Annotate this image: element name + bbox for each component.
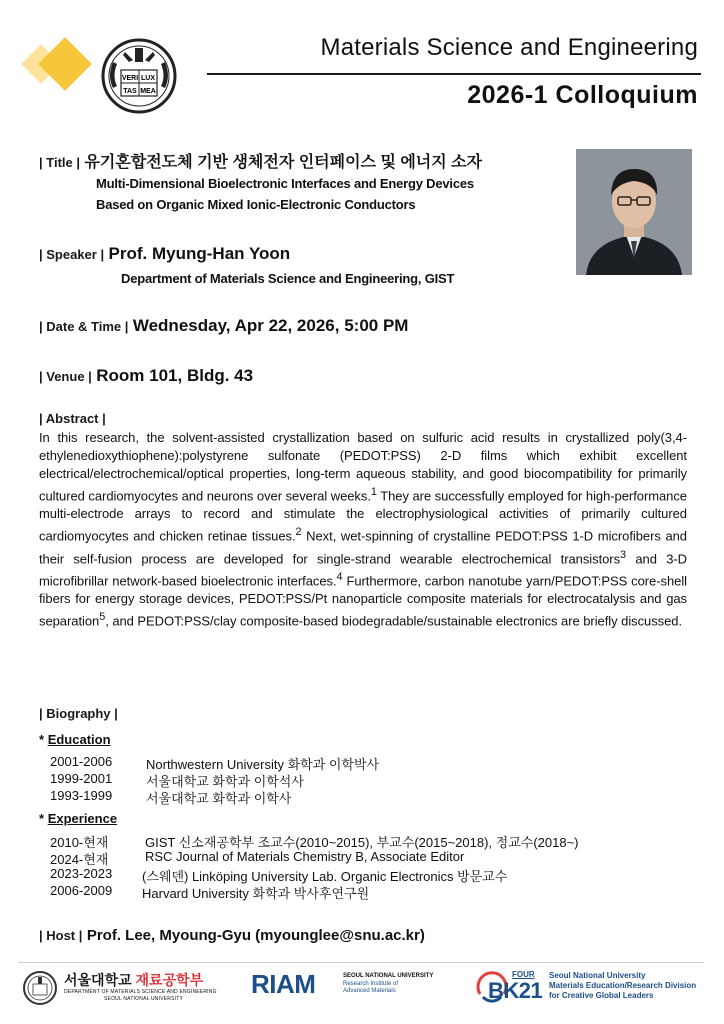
abstract-segment: In this research, the solvent-assisted crystallization based on sulfuric acid results in crystallized poly(3,4-ethylenedioxythiophene):polystyrene sulfonate (PEDOT:PSS) 2-D films which exhibit excellent electrical/electrochemical/optical properties, long-term aqueous stability, and good biocompatibility for primarily cultured cardiomyocytes and neurons over several weeks.: [39, 430, 687, 504]
snu-small-seal-logo: [22, 970, 58, 1006]
footer-divider: [18, 962, 704, 963]
abstract-segment: They are successfully employed for high-performance multi-electrode arrays to record and stimulate the electrophysiological activities of primarily cultured cardiomyocytes and chicken retinae tissues.: [39, 488, 687, 544]
speaker-affiliation: Department of Materials Science and Engineering, GIST: [121, 271, 455, 286]
experience-years: 2010-현재: [50, 835, 109, 850]
riam-institute-line2: Advanced Materials: [343, 988, 396, 994]
abstract-segment: and 3-D microfibrillar network-based bioelectronic interfaces.: [39, 550, 687, 589]
talk-title-korean: 유기혼합전도체 기반 생체전자 인터페이스 및 에너지 소자: [84, 154, 483, 171]
education-text: 서울대학교 화학과 이학사: [146, 791, 292, 806]
bk21-logo: BK21: [488, 978, 543, 1003]
venue-label: | Venue |: [39, 369, 92, 384]
snu-name: 서울대학교: [64, 972, 136, 988]
riam-logo: RIAM: [251, 969, 316, 999]
experience-text: RSC Journal of Materials Chemistry B, Associate Editor: [145, 849, 465, 864]
experience-years: 2006-2009: [50, 883, 113, 898]
bk-four-label: FOUR: [512, 970, 535, 979]
decorative-diamond: [38, 37, 92, 91]
reference-marker: 3: [620, 548, 627, 561]
title-label: | Title |: [39, 155, 80, 170]
education-heading-text: Education: [47, 732, 111, 747]
experience-text: Harvard University 화학과 박사후연구원: [142, 886, 370, 901]
university-name-english: SEOUL NATIONAL UNIVERSITY: [104, 996, 183, 1002]
reference-marker: 1: [370, 486, 377, 498]
venue-value: Room 101, Bldg. 43: [96, 366, 254, 385]
colloquium-title: 2026-1 Colloquium: [467, 81, 698, 109]
experience-text: GIST 신소재공학부 조교수(2010~2015), 부교수(2015~2018), 정교수(2018~): [145, 835, 579, 850]
education-text: 서울대학교 화학과 이학석사: [146, 774, 304, 789]
bk-line-1: Seoul National University: [549, 971, 646, 980]
seal-text-tas: TAS: [123, 88, 137, 95]
snu-department-name: [64, 970, 203, 990]
experience-text: (스웨덴) Linköping University Lab. Organic Electronics 방문교수: [142, 869, 508, 884]
talk-title-english-1: Multi-Dimensional Bioelectronic Interfaces and Energy Devices: [96, 176, 474, 191]
bullet: *: [39, 732, 45, 747]
bullet: *: [39, 811, 45, 826]
snu-seal-logo: [99, 36, 179, 116]
bk-line-3: for Creative Global Leaders: [549, 991, 654, 1000]
experience-years: 2023-2023: [50, 866, 113, 881]
speaker-label: | Speaker |: [39, 247, 105, 262]
abstract-text: [39, 429, 687, 631]
abstract-label: | Abstract |: [39, 411, 106, 426]
host-row: [39, 927, 425, 945]
speaker-photo: [576, 149, 692, 275]
education-years: 2001-2006: [50, 754, 113, 769]
talk-title-english-2: Based on Organic Mixed Ionic-Electronic Conductors: [96, 197, 416, 212]
seal-text-mea: MEA: [140, 88, 156, 95]
abstract-segment: Furthermore, carbon nanotube yarn/PEDOT:PSS core-shell fibers for energy storage devices, PEDOT:PSS/Pt nanoparticle composite materials for electrocatalysis and gas separation: [39, 573, 687, 629]
speaker-name: Prof. Myung-Han Yoon: [108, 244, 291, 263]
department-name-korean: 재료공학부: [135, 972, 204, 988]
department-title: Materials Science and Engineering: [320, 34, 698, 61]
header-divider: [207, 73, 701, 75]
speaker-row: [39, 244, 290, 264]
education-text: Northwestern University 화학과 이학박사: [146, 757, 380, 772]
experience-heading-text: Experience: [47, 811, 118, 826]
biography-label: | Biography |: [39, 706, 118, 721]
host-label: | Host |: [39, 928, 83, 943]
abstract-segment: Next, wet-spinning of crystalline PEDOT:PSS 1-D microfibers and their self-fusion process are developed for single-strand wearable electrochemical transistors: [39, 528, 687, 566]
bk-line-2: Materials Education/Research Division: [549, 981, 697, 990]
venue-row: [39, 366, 253, 386]
riam-university: SEOUL NATIONAL UNIVERSITY: [343, 973, 434, 979]
experience-years: 2024-현재: [50, 852, 109, 867]
datetime-row: [39, 316, 408, 336]
reference-marker: 2: [295, 526, 302, 539]
department-name-english: DEPARTMENT OF MATERIALS SCIENCE AND ENGINEERING: [64, 989, 217, 995]
riam-institute-line1: Research Institute of: [343, 981, 399, 987]
reference-marker: 4: [336, 570, 343, 583]
experience-heading: [39, 811, 117, 826]
datetime-value: Wednesday, Apr 22, 2026, 5:00 PM: [132, 316, 409, 335]
education-years: 1999-2001: [50, 771, 113, 786]
education-heading: [39, 732, 111, 747]
abstract-segment: , and PEDOT:PSS/clay composite-based biodegradable/sustainable electronics are briefly discussed.: [105, 613, 683, 629]
seal-text-lux: LUX: [141, 75, 155, 82]
datetime-label: | Date & Time |: [39, 319, 129, 334]
host-name-email: Prof. Lee, Myoung-Gyu (myounglee@snu.ac.kr): [86, 927, 425, 944]
education-years: 1993-1999: [50, 788, 113, 803]
seal-text-veri: VERI: [121, 75, 139, 82]
reference-marker: 5: [99, 611, 106, 624]
title-row: [39, 149, 482, 172]
